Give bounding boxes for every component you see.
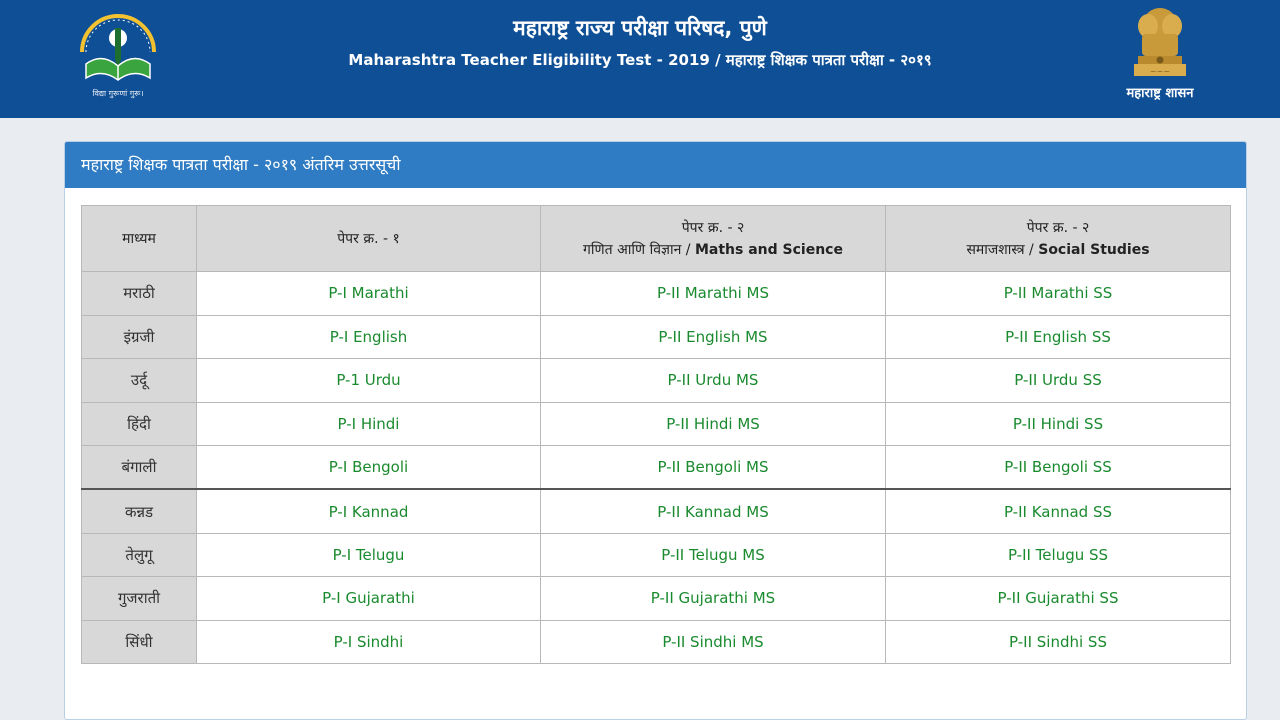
paper2-ss-cell: [886, 577, 1231, 621]
paper2-ms-link[interactable]: P-II Marathi MS: [656, 284, 770, 303]
answer-key-panel: [64, 141, 1247, 720]
paper2-ms-link[interactable]: P-II Gujarathi MS: [650, 589, 776, 608]
paper2-ss-link[interactable]: P-II Urdu SS: [1014, 371, 1102, 390]
table-row: [82, 577, 1231, 621]
paper2-ss-link[interactable]: P-II Kannad SS: [1003, 502, 1113, 521]
paper2-ms-cell: [541, 402, 886, 446]
table-row: [82, 272, 1231, 316]
paper2-ss-link[interactable]: P-II Marathi SS: [1003, 284, 1113, 303]
paper2-ss-cell: [886, 402, 1231, 446]
answer-key-table: [81, 205, 1231, 664]
paper1-link[interactable]: P-I Hindi: [337, 415, 400, 434]
paper1-link[interactable]: P-1 Urdu: [336, 371, 401, 390]
site-header: [0, 0, 1280, 118]
paper1-cell: [197, 489, 541, 533]
paper2-ms-cell: [541, 446, 886, 490]
paper1-cell: [197, 533, 541, 577]
paper2-ss-link[interactable]: P-II English SS: [1005, 327, 1111, 346]
panel-heading: महाराष्ट्र शिक्षक पात्रता परीक्षा - २०१९ अंतरिम उत्तरसूची: [65, 142, 1246, 188]
paper2-ss-cell: [886, 315, 1231, 359]
medium-cell: तेलुगू: [82, 533, 197, 577]
col-header-paper1: पेपर क्र. - १: [197, 206, 541, 272]
logo-motto: विद्या गुरूणां गुरू।: [92, 89, 144, 98]
paper1-cell: [197, 577, 541, 621]
paper1-link[interactable]: P-I Bengoli: [328, 458, 409, 477]
paper1-cell: [197, 446, 541, 490]
table-row: [82, 402, 1231, 446]
paper2-ms-link[interactable]: P-II Sindhi MS: [662, 633, 764, 652]
paper1-link[interactable]: P-I English: [329, 327, 408, 346]
table-row: [82, 315, 1231, 359]
paper2-ss-link[interactable]: P-II Sindhi SS: [1009, 633, 1107, 652]
paper2-ms-cell: [541, 359, 886, 403]
paper2-ss-cell: [886, 272, 1231, 316]
table-body: [82, 272, 1231, 664]
col-header-paper2-ss: पेपर क्र. - २ समाजशास्त्र / Social Studies: [886, 206, 1231, 272]
table-row: [82, 359, 1231, 403]
medium-cell: उर्दू: [82, 359, 197, 403]
emblem-caption: महाराष्ट्र शासन: [1126, 86, 1194, 101]
paper2-ms-cell: [541, 272, 886, 316]
paper2-ss-cell: [886, 446, 1231, 490]
medium-cell: सिंधी: [82, 620, 197, 664]
paper2-ms-cell: [541, 577, 886, 621]
paper2-ms-link[interactable]: P-II Bengoli MS: [657, 458, 769, 477]
state-emblem: [1112, 4, 1208, 104]
paper2-ss-link[interactable]: P-II Hindi SS: [1012, 415, 1104, 434]
paper1-cell: [197, 315, 541, 359]
paper1-cell: [197, 620, 541, 664]
paper1-cell: [197, 359, 541, 403]
paper2-ms-cell: [541, 489, 886, 533]
table-row: [82, 446, 1231, 490]
paper1-link[interactable]: P-I Telugu: [332, 545, 405, 564]
medium-cell: बंगाली: [82, 446, 197, 490]
paper1-link[interactable]: P-I Gujarathi: [322, 589, 415, 608]
paper2-ms-link[interactable]: P-II Telugu MS: [661, 545, 765, 564]
paper2-ms-cell: [541, 315, 886, 359]
paper2-ss-cell: [886, 533, 1231, 577]
paper2-ss-cell: [886, 620, 1231, 664]
paper2-ss-cell: [886, 359, 1231, 403]
page-title: महाराष्ट्र राज्य परीक्षा परिषद, पुणे: [513, 16, 767, 40]
msce-logo-icon: [72, 8, 164, 88]
col-header-medium: माध्यम: [82, 206, 197, 272]
paper2-ms-link[interactable]: P-II English MS: [658, 327, 768, 346]
header-titles: [250, 14, 1030, 72]
medium-cell: इंग्रजी: [82, 315, 197, 359]
table-header-row: [82, 206, 1231, 272]
paper2-ss-cell: [886, 489, 1231, 533]
medium-cell: गुजराती: [82, 577, 197, 621]
paper1-cell: [197, 272, 541, 316]
msce-logo: [72, 8, 164, 106]
page-subtitle: Maharashtra Teacher Eligibility Test - 2019 / महाराष्ट्र शिक्षक पात्रता परीक्षा - २०१९: [348, 51, 932, 69]
paper1-link[interactable]: P-I Sindhi: [333, 633, 404, 652]
svg-text:~~~: ~~~: [1149, 67, 1171, 76]
medium-cell: हिंदी: [82, 402, 197, 446]
medium-cell: मराठी: [82, 272, 197, 316]
table-row: [82, 620, 1231, 664]
paper2-ms-cell: [541, 533, 886, 577]
paper2-ms-link[interactable]: P-II Kannad MS: [657, 502, 769, 521]
table-row: [82, 533, 1231, 577]
paper2-ss-link[interactable]: P-II Bengoli SS: [1004, 458, 1112, 477]
paper1-cell: [197, 402, 541, 446]
table-row: [82, 489, 1231, 533]
paper1-link[interactable]: P-I Kannad: [328, 502, 409, 521]
medium-cell: कन्नड: [82, 489, 197, 533]
paper2-ss-link[interactable]: P-II Telugu SS: [1007, 545, 1109, 564]
paper2-ms-link[interactable]: P-II Hindi MS: [666, 415, 760, 434]
paper2-ss-link[interactable]: P-II Gujarathi SS: [997, 589, 1119, 608]
col-header-paper2-ms: पेपर क्र. - २ गणित आणि विज्ञान / Maths and Science: [541, 206, 886, 272]
paper2-ms-cell: [541, 620, 886, 664]
lion-capital-icon: [1112, 4, 1208, 82]
paper1-link[interactable]: P-I Marathi: [328, 284, 409, 303]
paper2-ms-link[interactable]: P-II Urdu MS: [667, 371, 759, 390]
